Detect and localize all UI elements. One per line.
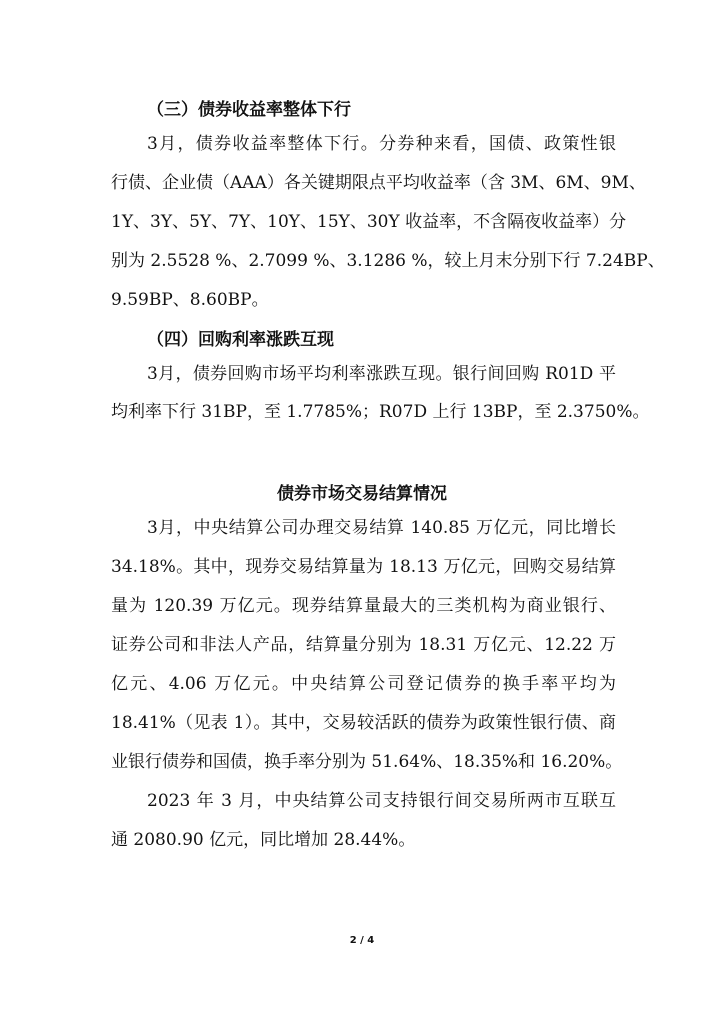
paragraph-line: 通 2080.90 亿元，同比增加 28.44%。 (111, 830, 416, 850)
paragraph-line: 2023 年 3 月，中央结算公司支持银行间交易所两市互联互 (147, 791, 616, 811)
section-heading-repo: （四）回购利率涨跌互现 (147, 330, 334, 350)
paragraph-line: 3月，中央结算公司办理交易结算 140.85 万亿元，同比增长 (147, 518, 616, 538)
section-heading-yield: （三）债券收益率整体下行 (147, 100, 351, 120)
page-number: 2 / 4 (349, 935, 375, 946)
paragraph-line: 18.41%（见表 1）。其中，交易较活跃的债券为政策性银行债、商 (111, 713, 616, 733)
paragraph-line: 亿元、4.06 万亿元。中央结算公司登记债券的换手率平均为 (111, 674, 616, 694)
paragraph-line: 34.18%。其中，现券交易结算量为 18.13 万亿元，回购交易结算 (111, 557, 616, 577)
paragraph-line: 9.59BP、8.60BP。 (111, 290, 269, 310)
paragraph-line: 证券公司和非法人产品，结算量分别为 18.31 万亿元、12.22 万 (111, 635, 616, 655)
paragraph-line: 均利率下行 31BP，至 1.7785%；R07D 上行 13BP，至 2.3750%。 (111, 402, 650, 422)
paragraph-line: 别为 2.5528 %、2.7099 %、3.1286 %，较上月末分别下行 7.24BP、 (111, 251, 665, 271)
section-title-trading: 债券市场交易结算情况 (277, 484, 447, 504)
paragraph-line: 3月，债券回购市场平均利率涨跌互现。银行间回购 R01D 平 (147, 364, 616, 384)
paragraph-line: 3月，债券收益率整体下行。分券种来看，国债、政策性银 (147, 134, 616, 154)
paragraph-line: 1Y、3Y、5Y、7Y、10Y、15Y、30Y 收益率，不含隔夜收益率）分 (111, 212, 627, 232)
paragraph-line: 行债、企业债（AAA）各关键期限点平均收益率（含 3M、6M、9M、 (111, 173, 646, 193)
paragraph-line: 量为 120.39 万亿元。现券结算量最大的三类机构为商业银行、 (111, 596, 616, 616)
paragraph-line: 业银行债券和国债，换手率分别为 51.64%、18.35%和 16.20%。 (111, 752, 623, 772)
